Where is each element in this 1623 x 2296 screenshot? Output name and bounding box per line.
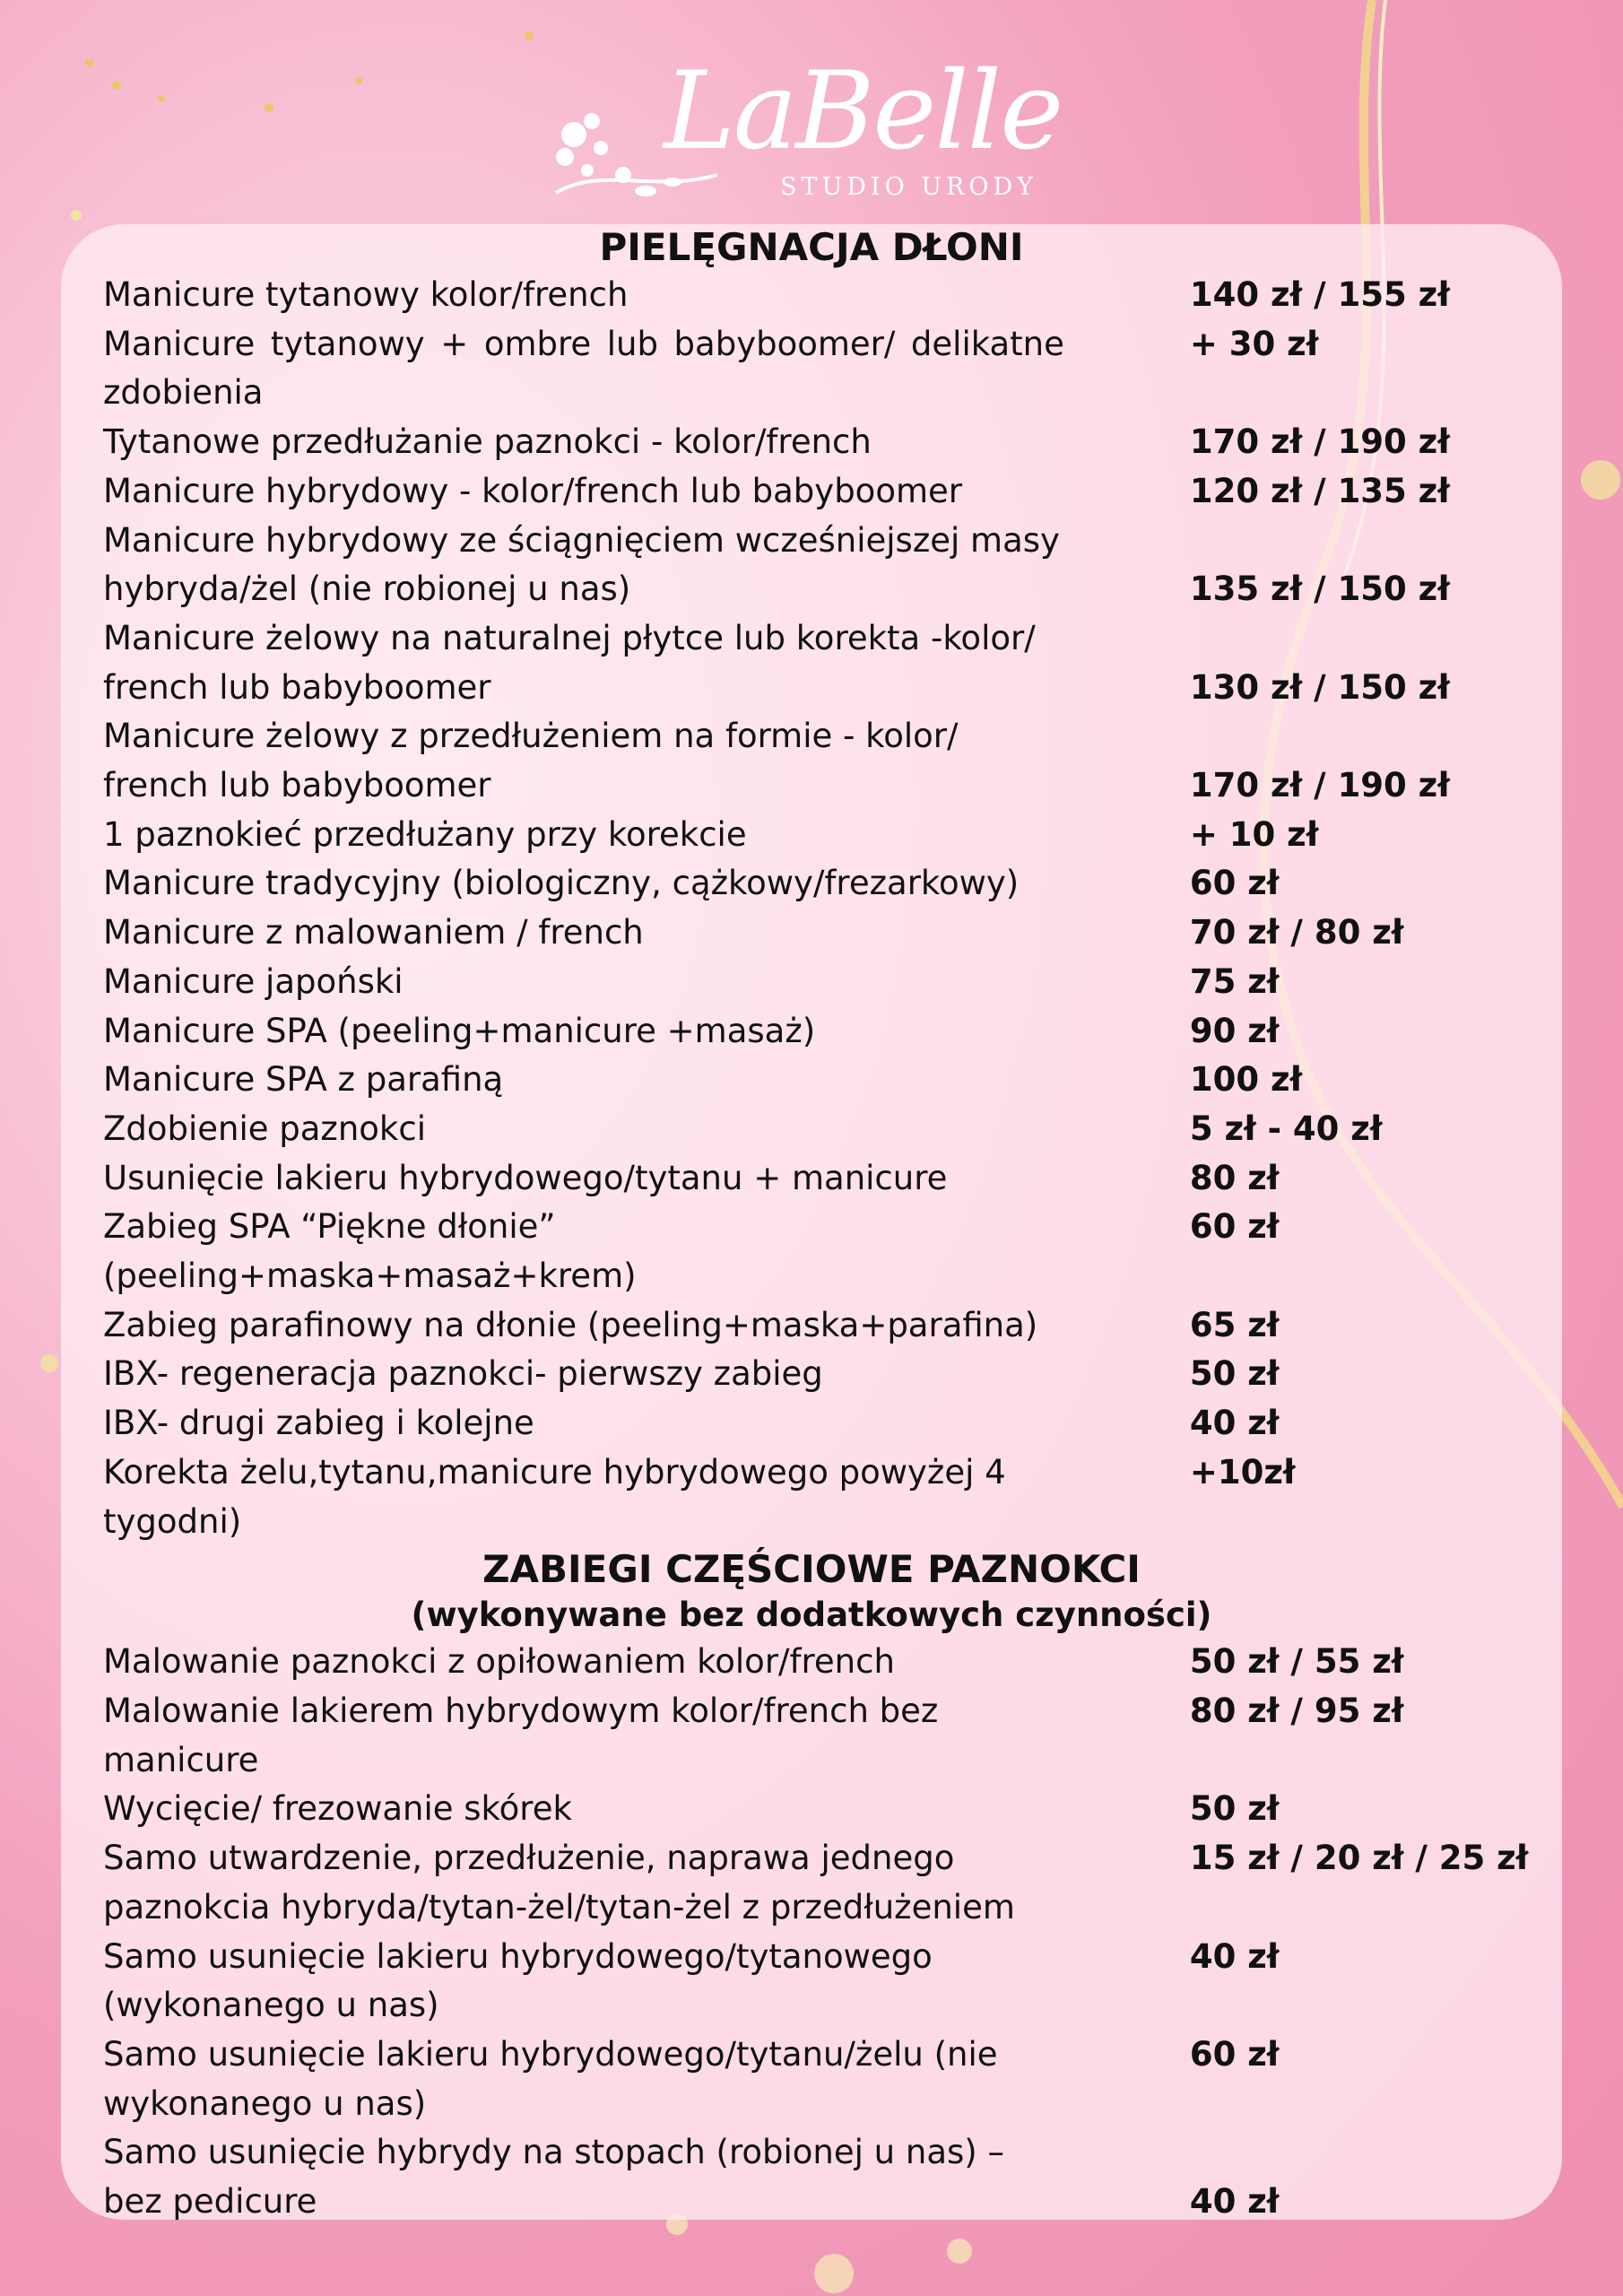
service-price: 90 zł — [1189, 1011, 1280, 1050]
price-row — [103, 1933, 1538, 2031]
price-row — [103, 1154, 1538, 1204]
section1-list — [103, 271, 1538, 1546]
section-title: PIELĘGNACJA DŁONI — [599, 225, 1024, 269]
price-row — [103, 712, 1538, 810]
service-price: 50 zł / 55 zł — [1189, 1642, 1404, 1682]
price-row — [103, 2128, 1538, 2226]
price-row — [103, 1007, 1538, 1057]
price-row — [103, 1399, 1538, 1448]
service-name: Manicure hybrydowy ze ściągnięciem wcześniejszej masy hybryda/żel (nie robionej u nas) — [103, 520, 1060, 609]
service-price: 15 zł / 20 zł / 25 zł — [1189, 1839, 1529, 1878]
brand-name: LaBelle — [664, 49, 1063, 174]
service-price: 135 zł / 150 zł — [1189, 570, 1450, 609]
price-row — [103, 859, 1538, 909]
service-name: Manicure SPA z parafiną — [103, 1060, 504, 1100]
service-name: Zabieg SPA “Piękne dłonie” (peeling+maska+masaż+krem) — [103, 1207, 637, 1296]
service-price: 50 zł — [1189, 1354, 1280, 1394]
service-name: Usunięcie lakieru hybrydowego/tytanu + manicure — [103, 1158, 948, 1197]
price-row — [103, 1105, 1538, 1154]
section-title: ZABIEGI CZĘŚCIOWE PAZNOKCI — [482, 1547, 1141, 1592]
service-price: + 10 zł — [1189, 814, 1319, 854]
price-row — [103, 1785, 1538, 1834]
service-name: IBX- regeneracja paznokci- pierwszy zabieg — [103, 1354, 823, 1394]
service-name: Malowanie lakierem hybrydowym kolor/french bez manicure — [103, 1691, 939, 1779]
price-row — [103, 418, 1538, 467]
service-name: Wycięcie/ frezowanie skórek — [103, 1789, 572, 1829]
service-name: Manicure żelowy na naturalnej płytce lub korekta -kolor/ french lub babyboomer — [103, 618, 1036, 707]
price-row — [103, 909, 1538, 958]
price-row — [103, 320, 1538, 418]
service-price: 60 zł — [1189, 1207, 1280, 1247]
service-name: Manicure tytanowy + ombre lub babyboomer/ delikatne zdobienia — [103, 324, 1064, 413]
price-row — [103, 811, 1538, 860]
service-price: 100 zł — [1189, 1060, 1303, 1100]
service-price: 50 zł — [1189, 1789, 1280, 1829]
service-name: Tytanowe przedłużanie paznokci - kolor/french — [103, 422, 872, 462]
service-price: 120 zł / 135 zł — [1189, 471, 1450, 510]
service-price: 170 zł / 190 zł — [1189, 766, 1450, 805]
price-row — [103, 958, 1538, 1007]
service-price: 80 zł — [1189, 1158, 1280, 1197]
brand-logo — [538, 49, 1063, 211]
service-price: +10zł — [1189, 1452, 1296, 1492]
price-row — [103, 1350, 1538, 1399]
service-name: Manicure z malowaniem / french — [103, 913, 644, 952]
price-row — [103, 467, 1538, 517]
service-price: 140 zł / 155 zł — [1189, 275, 1450, 314]
service-price: 60 zł — [1189, 2034, 1280, 2074]
service-name: Manicure SPA (peeling+manicure +masaż) — [103, 1011, 816, 1050]
price-row — [103, 1056, 1538, 1105]
brand-subtitle: STUDIO URODY — [780, 173, 1037, 201]
price-row — [103, 1203, 1538, 1300]
price-row — [103, 517, 1538, 614]
price-row — [103, 614, 1538, 712]
price-row — [103, 1638, 1538, 1687]
service-price: 70 zł / 80 zł — [1189, 913, 1404, 952]
price-row — [103, 1687, 1538, 1785]
section2-list — [103, 1638, 1538, 2226]
section-subtitle: (wykonywane bez dodatkowych czynności) — [411, 1596, 1212, 1635]
service-name: Samo usunięcie hybrydy na stopach (robionej u nas) – bez pedicure — [103, 2133, 1004, 2222]
service-name: Samo usunięcie lakieru hybrydowego/tytanowego (wykonanego u nas) — [103, 1936, 933, 2025]
service-name: Manicure japoński — [103, 961, 404, 1001]
service-price: 40 zł — [1189, 1936, 1280, 1976]
service-name: Manicure tradycyjny (biologiczny, cążkowy/frezarkowy) — [103, 864, 1020, 903]
price-row — [103, 2031, 1538, 2128]
price-row — [103, 271, 1538, 320]
service-name: Manicure tytanowy kolor/french — [103, 275, 629, 314]
service-price: 65 zł — [1189, 1305, 1280, 1344]
service-name: Zabieg parafinowy na dłonie (peeling+maska+parafina) — [103, 1305, 1038, 1344]
price-row — [103, 1834, 1538, 1932]
service-price: 130 zł / 150 zł — [1189, 667, 1450, 707]
service-price: 75 zł — [1189, 961, 1280, 1001]
service-name: Manicure żelowy z przedłużeniem na formie - kolor/ french lub babyboomer — [103, 717, 959, 805]
service-name: Samo usunięcie lakieru hybrydowego/tytanu/żelu (nie wykonanego u nas) — [103, 2034, 998, 2123]
service-name: 1 paznokieć przedłużany przy korekcie — [103, 814, 747, 854]
service-name: Korekta żelu,tytanu,manicure hybrydowego powyżej 4 tygodni) — [103, 1452, 1006, 1541]
service-price: + 30 zł — [1189, 324, 1319, 363]
service-name: Manicure hybrydowy - kolor/french lub babyboomer — [103, 471, 962, 510]
service-price: 5 zł - 40 zł — [1189, 1109, 1383, 1148]
service-name: Malowanie paznokci z opiłowaniem kolor/french — [103, 1642, 895, 1682]
service-name: Samo utwardzenie, przedłużenie, naprawa jednego paznokcia hybryda/tytan-żel/tytan-żel z przedłużeniem — [103, 1839, 1015, 1926]
service-price: 40 zł — [1189, 2182, 1280, 2222]
service-price: 60 zł — [1189, 864, 1280, 903]
service-price: 80 zł / 95 zł — [1189, 1691, 1404, 1730]
service-name: Zdobienie paznokci — [103, 1109, 426, 1148]
service-name: IBX- drugi zabieg i kolejne — [103, 1404, 534, 1443]
price-row — [103, 1448, 1538, 1546]
service-price: 170 zł / 190 zł — [1189, 422, 1450, 462]
price-row — [103, 1301, 1538, 1351]
service-price: 40 zł — [1189, 1404, 1280, 1443]
price-list — [103, 224, 1538, 2227]
